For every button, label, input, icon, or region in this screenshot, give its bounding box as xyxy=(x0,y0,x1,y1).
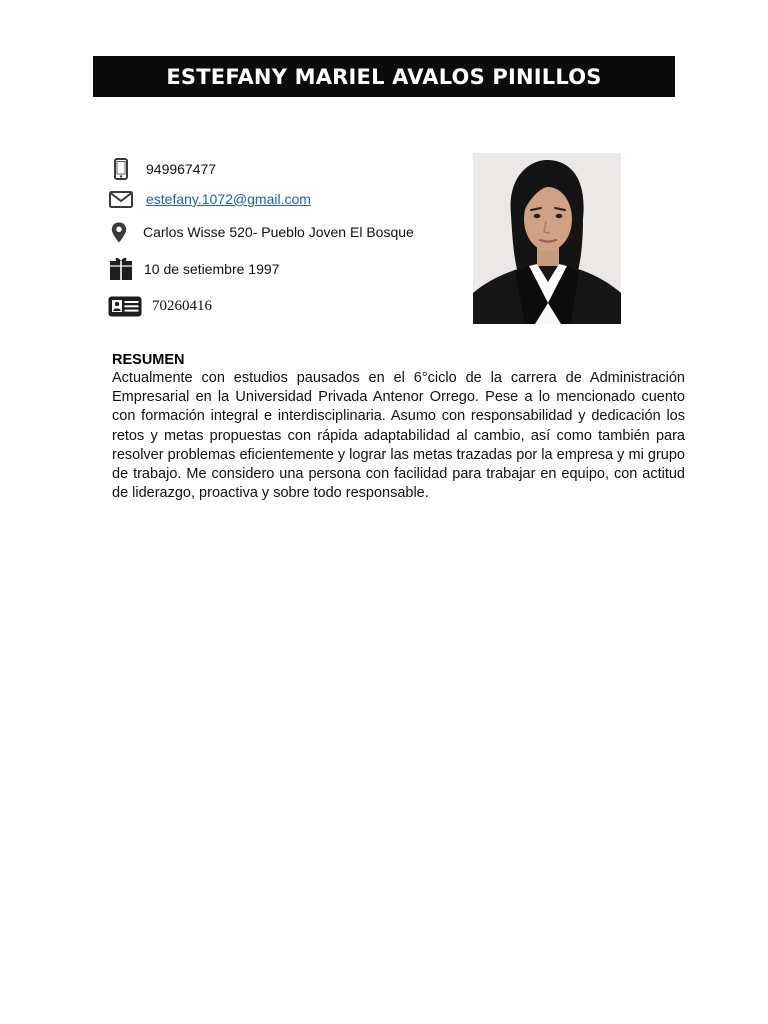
gift-icon xyxy=(108,256,134,281)
contact-address xyxy=(108,221,414,243)
contact-id xyxy=(108,296,212,317)
mobile-phone-icon xyxy=(108,158,134,180)
address-text: Carlos Wisse 520- Pueblo Joven El Bosque xyxy=(143,224,414,240)
full-name: ESTEFANY MARIEL AVALOS PINILLOS xyxy=(166,64,602,89)
contact-email xyxy=(108,189,311,209)
summary-paragraph: Actualmente con estudios pausados en el 6°ciclo de la carrera de Administración Empresarial en la Universidad Privada Antenor Orrego. Pese a lo mencionado cuento con formación integral e interdisciplinaria. Asumo con responsabilidad y dedicación los retos y metas propuestas con rápida adaptabilidad al cambio, así como también para resolver problemas eficientemente y lograr las metas trazadas por la empresa y mi grupo de trabajo. Me considero una persona con facilidad para trabajar en equipo, con actitud de liderazgo, proactiva y sobre todo responsable. xyxy=(112,370,685,502)
envelope-icon xyxy=(108,189,134,209)
profile-photo xyxy=(473,153,621,324)
phone-number: 949967477 xyxy=(146,161,217,177)
summary-section xyxy=(112,351,685,503)
location-pin-icon xyxy=(108,221,130,243)
id-number: 70260416 xyxy=(152,298,212,314)
birth-date: 10 de setiembre 1997 xyxy=(144,260,280,277)
email-link[interactable]: estefany.1072@gmail.com xyxy=(146,191,311,207)
name-banner xyxy=(93,56,675,97)
id-card-icon xyxy=(108,296,142,317)
summary-heading: RESUMEN xyxy=(112,352,185,368)
contact-birthday xyxy=(108,256,279,281)
contact-phone xyxy=(108,158,216,180)
